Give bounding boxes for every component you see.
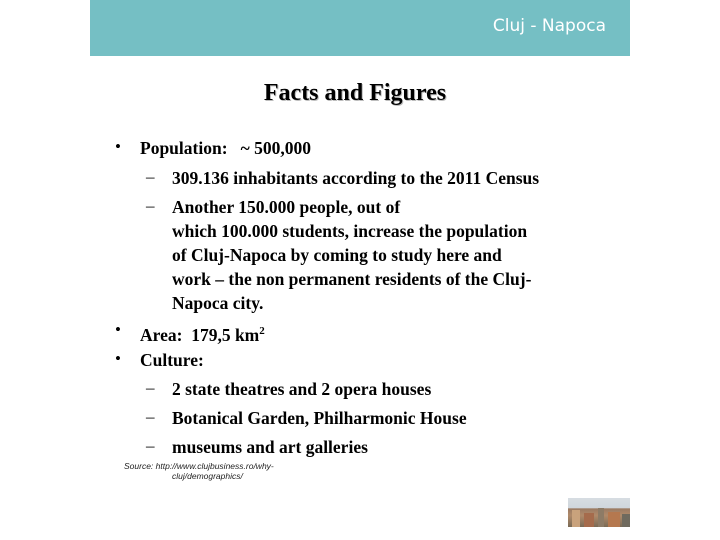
culture-theatres: 2 state theatres and 2 opera houses	[172, 379, 432, 399]
bullet-area: •	[115, 320, 121, 339]
bullet-population: •	[115, 137, 121, 156]
area-label: Area:	[140, 324, 183, 345]
population-census: 309.136 inhabitants according to the 2011 Census	[172, 168, 540, 188]
header-title: Cluj - Napoca	[492, 16, 606, 36]
population-students-line-4: work – the non permanent residents of the Cluj-	[172, 269, 532, 289]
culture-museums: museums and art galleries	[172, 437, 368, 457]
population-students-line-2: which 100.000 students, increase the population	[172, 221, 528, 241]
population-value: ~ 500,000	[240, 138, 312, 158]
area-line	[140, 320, 265, 346]
source-line-2: cluj/demographics/	[172, 471, 243, 481]
area-value: 179,5 km	[191, 324, 260, 345]
dash-pop-1: –	[146, 167, 155, 186]
source-note	[124, 461, 274, 481]
dash-pop-2: –	[146, 196, 155, 215]
population-line	[140, 137, 311, 159]
city-photo-thumbnail	[568, 498, 630, 527]
dash-culture-2: –	[146, 407, 155, 426]
area-superscript: 2	[259, 325, 265, 337]
header-bar	[90, 0, 630, 56]
population-students-line-5: Napoca city.	[172, 293, 264, 313]
culture-label: Culture:	[140, 350, 204, 370]
source-line-1: Source: http://www.clujbusiness.ro/why-	[124, 461, 274, 471]
culture-garden: Botanical Garden, Philharmonic House	[172, 408, 467, 428]
population-students-line-1: Another 150.000 people, out of	[172, 197, 401, 217]
dash-culture-1: –	[146, 378, 155, 397]
slide-title: Facts and Figures	[263, 80, 447, 106]
population-label: Population:	[140, 138, 228, 158]
dash-culture-3: –	[146, 436, 155, 455]
bullet-culture: •	[115, 349, 121, 368]
population-students-line-3: of Cluj-Napoca by coming to study here and	[172, 245, 502, 265]
